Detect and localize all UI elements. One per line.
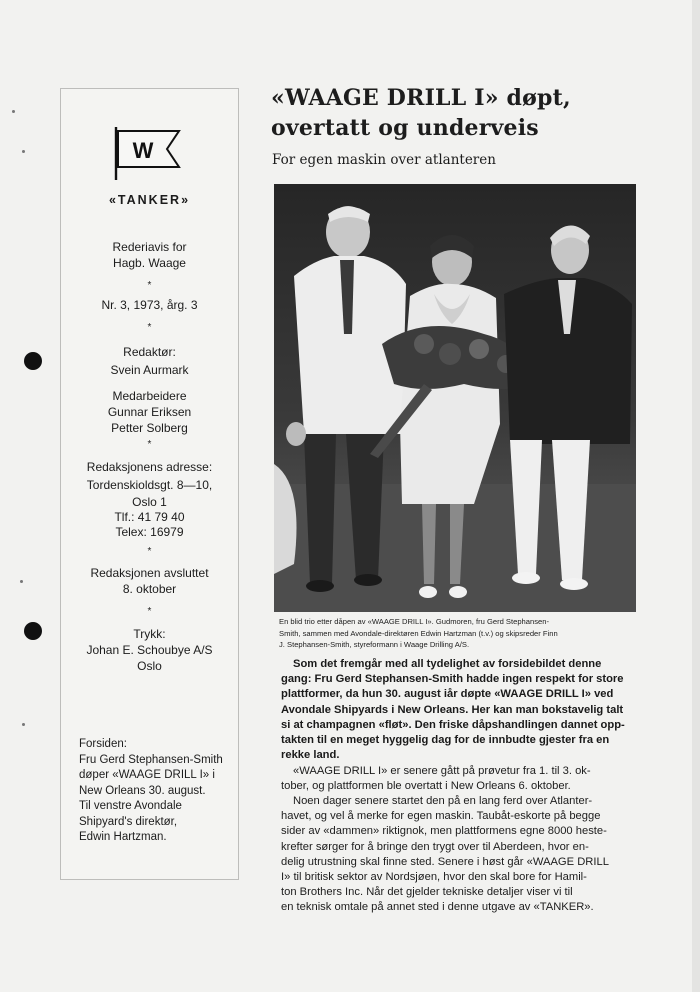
cover-caption-line: døper «WAAGE DRILL I» i [79,769,215,781]
publication-line-1: Rederiavis for [112,240,187,254]
cover-caption-line: New Orleans 30. august. [79,784,206,797]
article-subheadline: For egen maskin over atlanteren [272,152,496,168]
paragraph-line: en teknisk omtale på annet sted i denne utgave av «TANKER». [281,901,594,914]
photo-caption [279,616,645,651]
photo-caption-line: J. Stephansen-Smith, styreformann i Waage Drilling A/S. [279,640,470,650]
paragraph-line: Noen dager senere startet den på en lang ferd over Atlanter- [293,795,593,807]
article-lead [281,657,647,763]
separator-star: * [147,606,152,617]
printer-city: Oslo [137,659,162,673]
separator-star: * [147,280,152,291]
lead-line: si at champagnen «fløt». Den friske dåpshandlingen dannet opp- [281,718,625,731]
photo-caption-line: Smith, sammen med Avondale-direktøren Edwin Hartzman (t.v.) og skipsreder Finn [279,628,558,638]
cover-caption-line: Til venstre Avondale [79,800,182,812]
scan-speck [12,110,15,113]
brand-name: «TANKER» [108,193,191,207]
article-paragraph-1 [281,764,647,794]
paragraph-line: sider av «dammen» riktignok, men plattformens egne 8000 heste- [281,825,607,838]
address-line-2: Oslo 1 [132,495,167,509]
scan-speck [22,150,25,153]
lead-line: Avondale Shipyards i New Orleans. Her kan man bokstavelig talt [281,703,624,716]
paragraph-line: ton Brothers Inc. Når det gjelder tekniske detaljer viser vi til [281,886,573,899]
printer-label: Trykk: [133,627,166,641]
masthead-box [60,88,239,880]
paragraph-line: havet, og vel å merke for egen maskin. Taubåt-eskorte på begge [281,810,601,823]
cover-caption-line: Shipyard's direktør, [79,815,178,828]
cover-caption-line: Forsiden: [79,738,127,750]
contributors-label: Medarbeidere [112,389,187,403]
closed-label: Redaksjonen avsluttet [90,566,209,580]
punch-hole-bottom [24,622,42,640]
closed-date: 8. oktober [122,582,177,596]
article-paragraph-2 [281,794,647,916]
scan-speck [22,723,25,726]
cover-caption-line: Fru Gerd Stephansen-Smith [79,753,223,766]
editor-name: Svein Aurmark [110,363,189,377]
headline-line-2: overtatt og underveis [271,115,539,141]
scan-speck [20,580,23,583]
photo-caption-line: En blid trio etter dåpen av «WAAGE DRILL I». Gudmoren, fru Gerd Stephansen- [279,617,549,626]
telex-number: Telex: 16979 [115,525,184,539]
separator-star: * [147,322,152,333]
cover-caption-line: Edwin Hartzman. [79,831,167,843]
issue-number: Nr. 3, 1973, årg. 3 [101,298,198,312]
cover-caption [79,737,239,846]
publication-line-2: Hagb. Waage [113,256,186,270]
address-line-1: Tordenskioldsgt. 8—10, [86,478,213,492]
lead-line: rekke land. [281,749,340,762]
paragraph-line: krefter sørger for å bringe den trygt over til Aberdeen, hvor en- [281,840,589,853]
printer-name: Johan E. Schoubye A/S [86,643,213,657]
paragraph-line: delig utrustning skal finne sted. Senere i høst går «WAAGE DRILL [281,855,609,868]
lead-line: plattformer, da hun 30. august iår døpte «WAAGE DRILL I» ved [281,688,614,701]
photo-three-people [274,184,636,612]
phone-number: Tlf.: 41 79 40 [114,510,185,524]
address-label: Redaksjonens adresse: [86,460,213,474]
paragraph-line: tober, og plattformen ble overtatt i New Orleans 6. oktober. [281,780,571,793]
paragraph-line: «WAAGE DRILL I» er senere gått på prøvetur fra 1. til 3. ok- [293,765,591,777]
separator-star: * [147,546,152,557]
contributor-1: Gunnar Eriksen [107,405,192,419]
lead-line: gang: Fru Gerd Stephansen-Smith hadde ingen respekt for store [281,673,624,686]
contributor-2: Petter Solberg [111,421,188,435]
page-edge [692,0,700,992]
punch-hole-top [24,352,42,370]
lead-line: Som det fremgår med all tydelighet av forsidebildet denne [293,658,602,670]
paragraph-line: I» til britisk sektor av Nordsjøen, hvor den skal bore for Hamil- [281,871,587,884]
flag-letter: W [132,138,154,163]
lead-line: takten til en meget hyggelig dag for de innbudte gjester fra en [281,734,610,747]
headline-line-1: «WAAGE DRILL I» døpt, [271,85,571,111]
article-headline [271,83,651,143]
flag-logo-icon [113,125,185,181]
editor-label: Redaktør: [123,345,176,359]
article-photo [274,184,636,612]
separator-star: * [147,439,152,450]
